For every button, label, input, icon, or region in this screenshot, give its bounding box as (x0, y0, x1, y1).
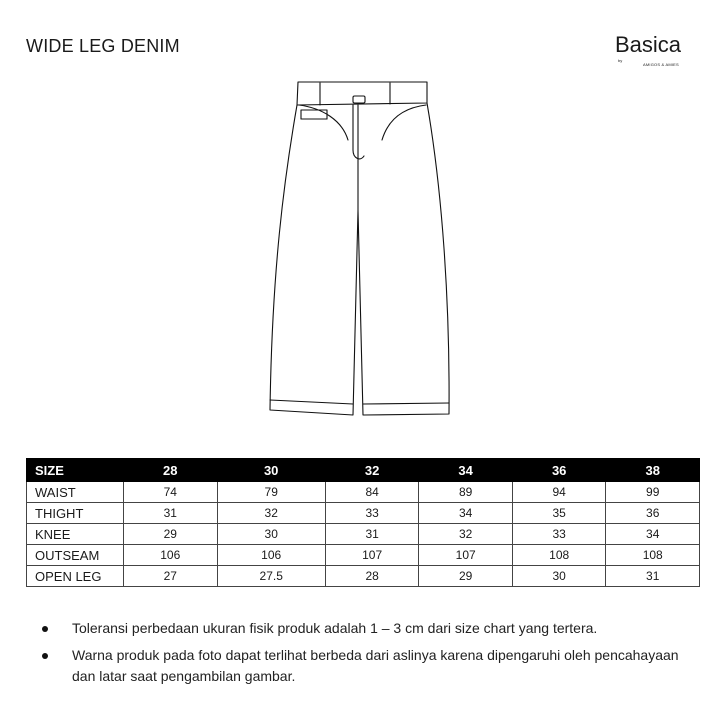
row-label: OUTSEAM (27, 545, 124, 566)
table-cell: 27 (124, 566, 218, 587)
note-text: Warna produk pada foto dapat terlihat berbeda dari aslinya karena dipengaruhi oleh pencahayaan dan latar saat pengambilan gambar. (72, 647, 679, 684)
table-cell: 108 (606, 545, 700, 566)
column-header: 34 (419, 459, 513, 482)
column-header: 28 (124, 459, 218, 482)
table-cell: 107 (325, 545, 419, 566)
column-header: 38 (606, 459, 700, 482)
table-row (27, 545, 700, 566)
table-cell: 79 (217, 482, 325, 503)
table-row (27, 482, 700, 503)
table-cell: 31 (606, 566, 700, 587)
table-cell: 32 (419, 524, 513, 545)
table-cell: 106 (124, 545, 218, 566)
brand-name: Basica (615, 32, 682, 57)
notes-list (42, 618, 702, 693)
column-header: 32 (325, 459, 419, 482)
column-header: SIZE (27, 459, 124, 482)
table-cell: 107 (419, 545, 513, 566)
brand-subtitle: AMIGOS & AMIES (643, 62, 679, 67)
list-item (42, 645, 702, 687)
brand-logo (615, 32, 700, 67)
table-cell: 36 (606, 503, 700, 524)
table-cell: 94 (512, 482, 606, 503)
table-row (27, 503, 700, 524)
table-row (27, 566, 700, 587)
table-cell: 30 (512, 566, 606, 587)
table-cell: 27.5 (217, 566, 325, 587)
table-cell: 30 (217, 524, 325, 545)
table-cell: 108 (512, 545, 606, 566)
table-cell: 31 (325, 524, 419, 545)
bullet-icon (42, 626, 48, 632)
page-title: WIDE LEG DENIM (26, 36, 180, 56)
table-header-row (27, 459, 700, 482)
table-cell: 89 (419, 482, 513, 503)
table-cell: 74 (124, 482, 218, 503)
size-chart-table (26, 458, 700, 587)
column-header: 30 (217, 459, 325, 482)
row-label: WAIST (27, 482, 124, 503)
table-cell: 35 (512, 503, 606, 524)
row-label: OPEN LEG (27, 566, 124, 587)
bullet-icon (42, 653, 48, 659)
table-cell: 32 (217, 503, 325, 524)
table-cell: 34 (419, 503, 513, 524)
table-cell: 33 (512, 524, 606, 545)
table-cell: 34 (606, 524, 700, 545)
table-cell: 33 (325, 503, 419, 524)
column-header: 36 (512, 459, 606, 482)
row-label: KNEE (27, 524, 124, 545)
table-cell: 29 (419, 566, 513, 587)
brand-by: by (618, 58, 623, 63)
row-label: THIGHT (27, 503, 124, 524)
table-cell: 28 (325, 566, 419, 587)
table-cell: 29 (124, 524, 218, 545)
table-row (27, 524, 700, 545)
table-cell: 99 (606, 482, 700, 503)
list-item (42, 618, 702, 639)
jeans-illustration (250, 70, 476, 430)
note-text: Toleransi perbedaan ukuran fisik produk adalah 1 – 3 cm dari size chart yang tertera. (72, 620, 598, 636)
table-cell: 106 (217, 545, 325, 566)
table-cell: 31 (124, 503, 218, 524)
table-cell: 84 (325, 482, 419, 503)
